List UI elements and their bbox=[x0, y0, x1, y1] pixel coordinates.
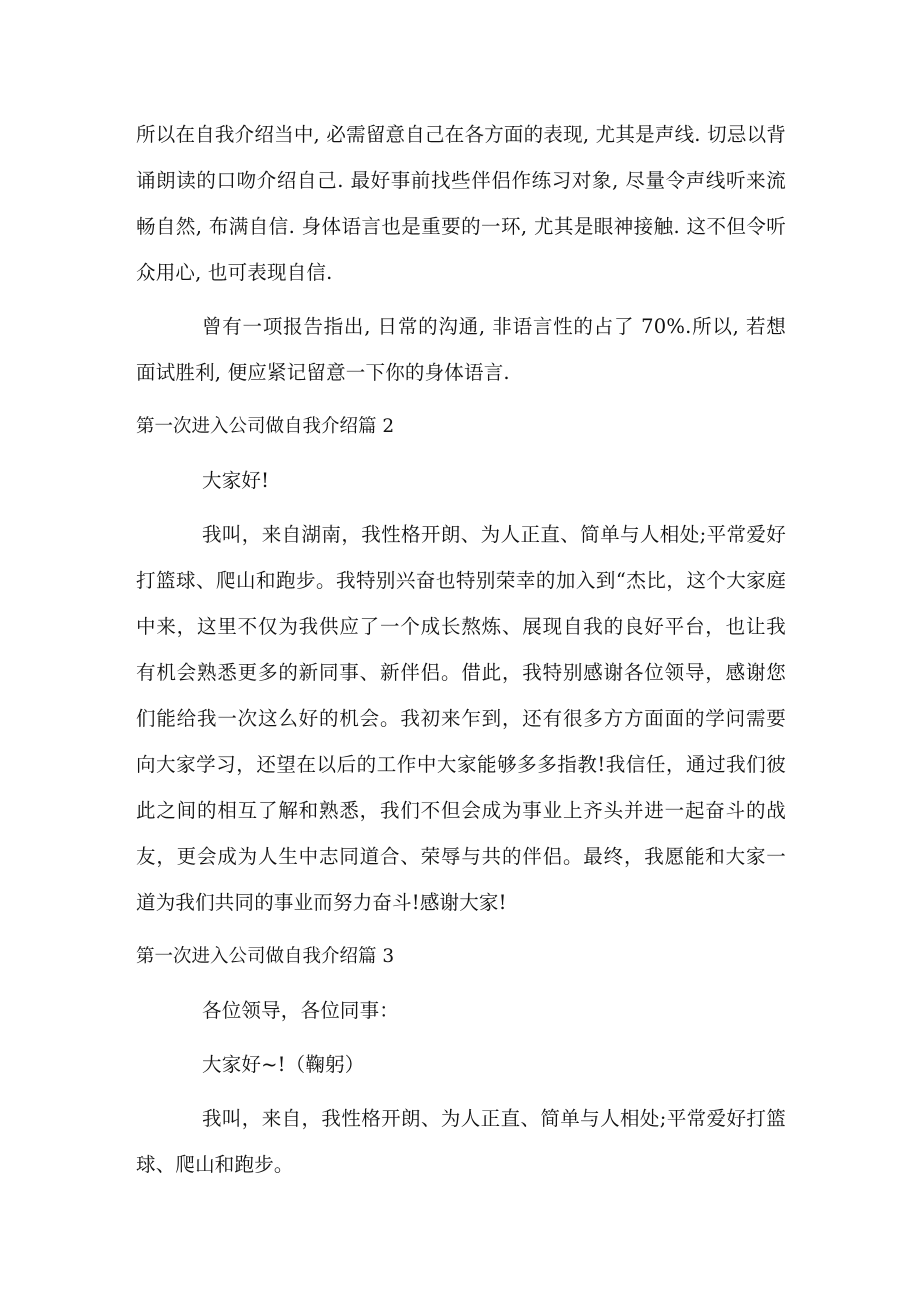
paragraph-introduction: 我叫，来自湖南，我性格开朗、为人正直、简单与人相处;平常爱好打篮球、爬山和跑步。我特别兴奋也特别荣幸的加入到“杰比，这个大家庭中来，这里不仅为我供应了一个成长熬炼、展现自我的良好平台，也让我有机会熟悉更多的新同事、新伴侣。借此，我特别感谢各位领导，感谢您们能给我一次这么好的机会。我初来乍到，还有很多方方面面的学问需要向大家学习，还望在以后的工作中大家能够多多指教!我信任，通过我们彼此之间的相互了解和熟悉，我们不但会成为事业上齐头并进一起奋斗的战友，更会成为人生中志同道合、荣辱与共的伴侣。最终，我愿能和大家一道为我们共同的事业而努力奋斗!感谢大家! bbox=[136, 523, 786, 914]
paragraph-greeting-bow: 大家好~!（鞠躬） bbox=[202, 1053, 365, 1076]
paragraph-address: 各位领导，各位同事： bbox=[202, 999, 400, 1022]
paragraph-body-language: 曾有一项报告指出, 日常的沟通, 非语言性的占了 70%.所以, 若想面试胜利, 便应紧记留意一下你的身体语言. bbox=[136, 315, 786, 384]
paragraph-greeting: 大家好! bbox=[202, 469, 270, 492]
paragraph-introduction-short: 我叫，来自，我性格开朗、为人正直、简单与人相处;平常爱好打篮球、爬山和跑步。 bbox=[136, 1107, 786, 1176]
section-heading-2: 第一次进入公司做自我介绍篇 2 bbox=[136, 416, 395, 437]
paragraph-self-intro-tips: 所以在自我介绍当中, 必需留意自己在各方面的表现, 尤其是声线. 切忌以背诵朗读的口吻介绍自己. 最好事前找些伴侣作练习对象, 尽量令声线听来流畅自然, 布满自信. 身体语言也是重要的一环, 尤其是眼神接触. 这不但令听众用心, 也可表现自信. bbox=[136, 123, 786, 284]
document-body bbox=[136, 112, 786, 1196]
section-heading-3: 第一次进入公司做自我介绍篇 3 bbox=[136, 946, 395, 967]
